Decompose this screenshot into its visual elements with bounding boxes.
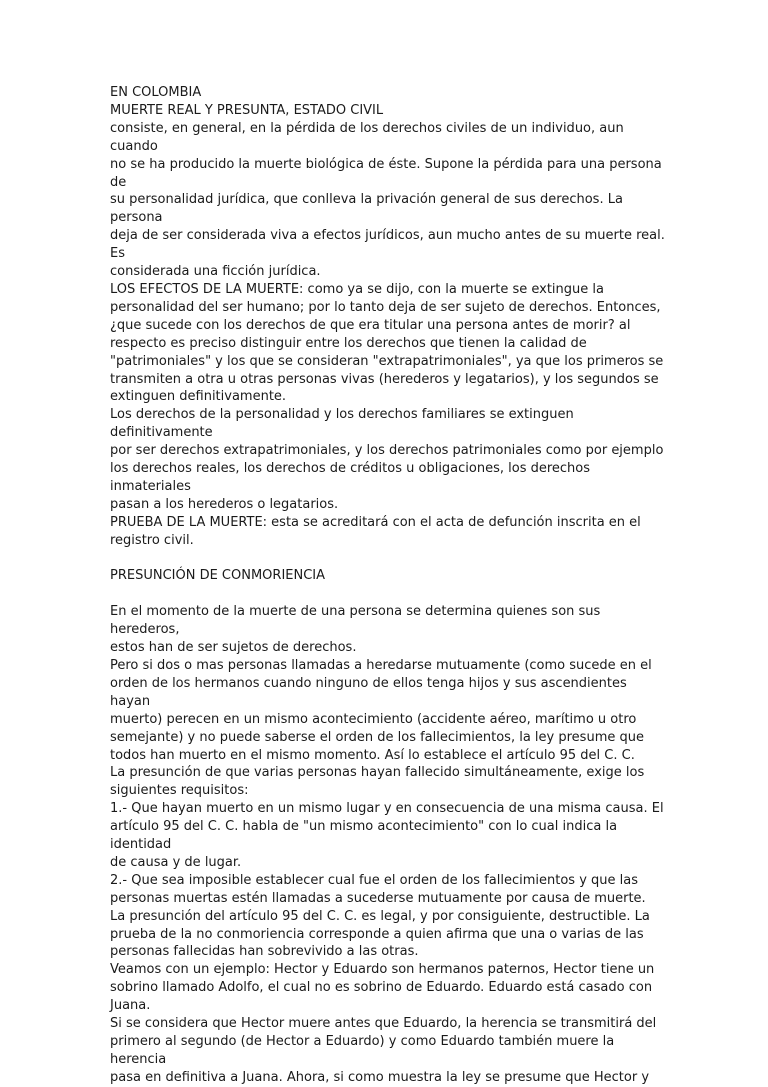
herencia-paragraph: Si se considera que Hector muere antes que Eduardo, la herencia se transmitirá del primero al segundo (de Hector a Eduardo) y como Eduardo también muere la herencia pasa en definitiva a Juana. Ahora, si como muestra la ley se presume que Hector y <box>110 1016 657 1085</box>
derechos-paragraph: Los derechos de la personalidad y los derechos familiares se extinguen definitivamente por ser derechos extrapatrimoniales, y los derechos patrimoniales como por ejemplo los derechos reales, los derechos de créditos u obligaciones, los derechos inmateriales pasan a los herederos o legatarios. <box>110 407 664 512</box>
requisitos-paragraph: La presunción de que varias personas hayan fallecido simultáneamente, exige los siguientes requisitos: <box>110 765 645 799</box>
blank-line <box>110 585 670 603</box>
momento-paragraph: En el momento de la muerte de una persona se determina quienes son sus herederos, estos han de ser sujetos de derechos. <box>110 604 601 656</box>
requisito-1-paragraph: 1.- Que hayan muerto en un mismo lugar y en consecuencia de una misma causa. El artículo 95 del C. C. habla de "un mismo acontecimiento" con lo cual indica la identidad de causa y de lugar. <box>110 801 664 870</box>
pero-paragraph: Pero si dos o mas personas llamadas a heredarse mutuamente (como sucede en el orden de los hermanos cuando ninguno de ellos tenga hijos y sus ascendientes hayan muerto) perecen en un mismo acontecimiento (accidente aéreo, marítimo u otro semejante) y no puede saberse el orden de los fallecimientos, la ley presume que todos han muerto en el mismo momento. Así lo establece el artículo 95 del C. C. <box>110 657 652 763</box>
intro-paragraph: consiste, en general, en la pérdida de los derechos civiles de un individuo, aun cuando no se ha producido la muerte biológica de éste. Supone la pérdida para una persona de su personalidad jurídica, que conlleva la privación general de sus derechos. La persona deja de ser considerada viva a efectos jurídicos, aun mucho antes de su muerte real. Es considerada una ficción jurídica. <box>110 120 665 280</box>
efectos-paragraph: LOS EFECTOS DE LA MUERTE: como ya se dijo, con la muerte se extingue la personalidad del ser humano; por lo tanto deja de ser sujeto de derechos. Entonces, ¿que sucede con los derechos de que era titular una persona antes de morir? al respecto es preciso distinguir entre los derechos que tienen la calidad de "patrimoniales" y los que se consideran "extrapatrimoniales", ya que los primeros se transmiten a otra u otras personas vivas (herederos y legatarios), y los segundos se extinguen definitivamente. <box>110 281 664 405</box>
ejemplo-paragraph: Veamos con un ejemplo: Hector y Eduardo son hermanos paternos, Hector tiene un sobrino llamado Adolfo, el cual no es sobrino de Eduardo. Eduardo está casado con Juana. <box>110 962 655 1014</box>
blank-line <box>110 550 670 568</box>
heading-topic: MUERTE REAL Y PRESUNTA, ESTADO CIVIL <box>110 102 384 118</box>
prueba-paragraph: PRUEBA DE LA MUERTE: esta se acreditará con el acta de defunción inscrita en el registro civil. <box>110 514 641 548</box>
conmoriencia-heading: PRESUNCIÓN DE CONMORIENCIA <box>110 568 326 584</box>
document-page <box>110 84 670 1087</box>
presuncion-legal-paragraph: La presunción del artículo 95 del C. C. es legal, y por consiguiente, destructible. La prueba de la no conmoriencia corresponde a quien afirma que una o varias de las personas fallecidas han sobrevivido a las otras. <box>110 908 650 960</box>
requisito-2-paragraph: 2.- Que sea imposible establecer cual fue el orden de los fallecimientos y que las personas muertas estén llamadas a sucederse mutuamente por causa de muerte. <box>110 872 646 906</box>
heading-country: EN COLOMBIA <box>110 85 202 100</box>
